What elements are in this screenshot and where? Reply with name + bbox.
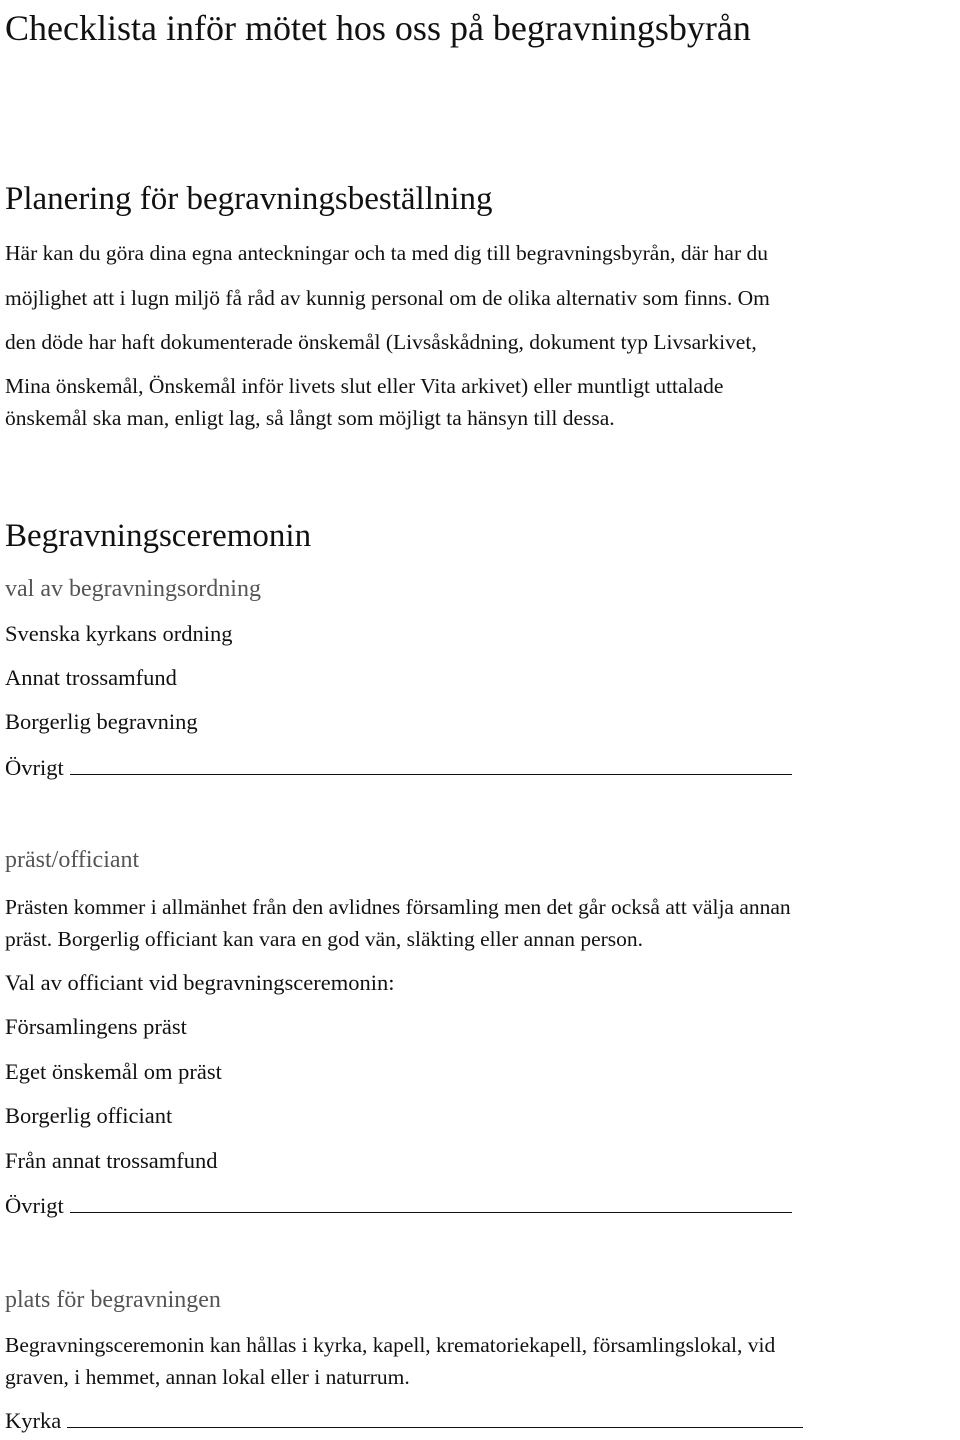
planning-heading: Planering för begravningsbeställning — [5, 181, 493, 217]
document-title: Checklista inför mötet hos oss på begravningsbyrån — [5, 8, 751, 48]
officiant-paragraph-line: präst. Borgerlig officiant kan vara en god vän, släkting eller annan person. — [5, 927, 644, 951]
officiant-subheading: präst/officiant — [5, 847, 140, 873]
order-option-svenska-kyrkan: Svenska kyrkans ordning — [5, 621, 233, 646]
planning-paragraph-line: den döde har haft dokumenterade önskemål (Livsåskådning, dokument typ Livsarkivet, — [5, 330, 757, 354]
order-ovrigt-write-line[interactable] — [70, 754, 792, 775]
place-paragraph-line: graven, i hemmet, annan lokal eller i naturrum. — [5, 1365, 410, 1389]
officiant-option-eget-onskemal: Eget önskemål om präst — [5, 1059, 222, 1084]
officiant-option-ovrigt-label: Övrigt — [5, 1193, 64, 1218]
planning-paragraph-line: önskemål ska man, enligt lag, så långt som möjligt ta hänsyn till dessa. — [5, 406, 615, 430]
order-subheading: val av begravningsordning — [5, 576, 261, 602]
place-kyrka-write-line[interactable] — [67, 1407, 803, 1428]
order-option-ovrigt-label: Övrigt — [5, 755, 64, 780]
place-option-kyrka — [5, 1406, 803, 1436]
officiant-ovrigt-write-line[interactable] — [70, 1192, 792, 1213]
officiant-option-annat-trossamfund: Från annat trossamfund — [5, 1148, 218, 1173]
order-option-borgerlig: Borgerlig begravning — [5, 709, 198, 734]
ceremony-heading: Begravningsceremonin — [5, 518, 312, 554]
order-option-ovrigt — [5, 753, 792, 783]
order-option-annat-trossamfund: Annat trossamfund — [5, 665, 177, 690]
place-paragraph-line: Begravningsceremonin kan hållas i kyrka, kapell, krematoriekapell, församlingslokal, vid — [5, 1333, 776, 1357]
officiant-paragraph-line: Prästen kommer i allmänhet från den avlidnes församling men det går också att välja annan — [5, 895, 791, 919]
officiant-option-borgerlig: Borgerlig officiant — [5, 1103, 173, 1128]
place-option-kyrka-label: Kyrka — [5, 1408, 62, 1433]
officiant-option-forsamlingens-prast: Församlingens präst — [5, 1014, 187, 1039]
planning-paragraph-line: möjlighet att i lugn miljö få råd av kunnig personal om de olika alternativ som finns. Om — [5, 286, 770, 310]
officiant-choice-label: Val av officiant vid begravningsceremonin: — [5, 970, 395, 995]
planning-paragraph-line: Mina önskemål, Önskemål inför livets slut eller Vita arkivet) eller muntligt uttalade — [5, 374, 724, 398]
officiant-option-ovrigt — [5, 1191, 792, 1221]
place-subheading: plats för begravningen — [5, 1287, 221, 1313]
planning-paragraph-line: Här kan du göra dina egna anteckningar och ta med dig till begravningsbyrån, där har du — [5, 241, 768, 265]
